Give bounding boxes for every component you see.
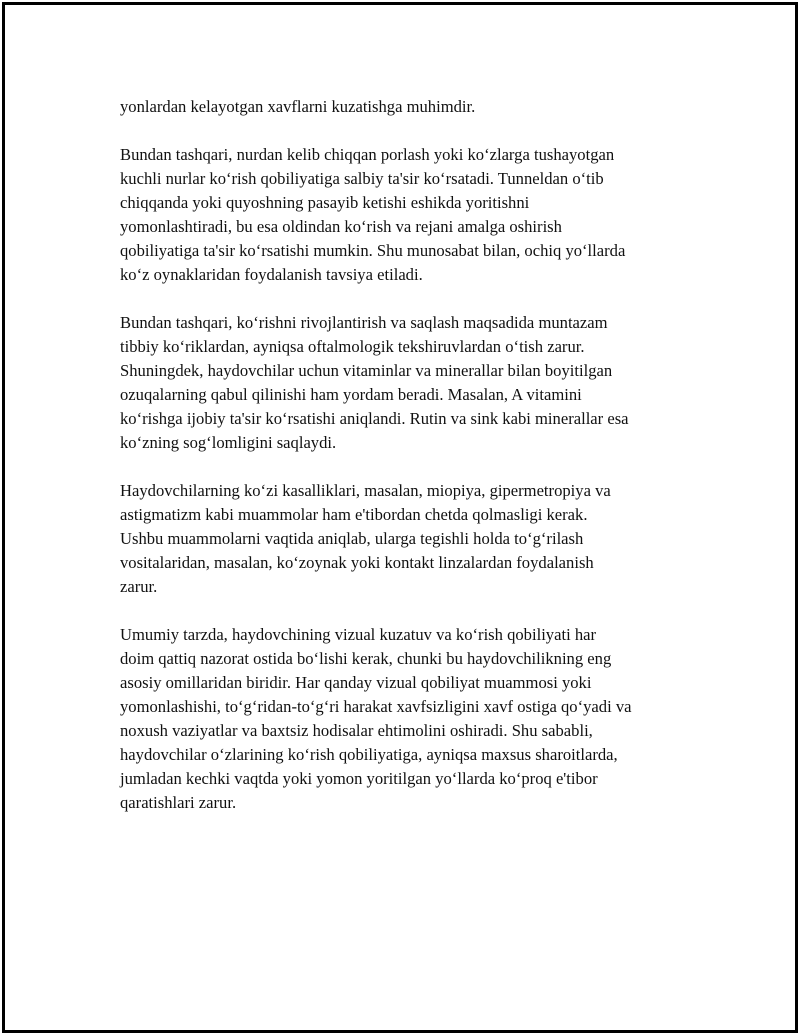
paragraph-4: Haydovchilarning ko‘zi kasalliklari, masalan, miopiya, gipermetropiya va astigmatizm kabi muammolar ham e'tibordan chetda qolmasligi kerak. Ushbu muammolarni vaqtida aniqlab, ularga tegishli holda to‘g‘rilash vositalaridan, masalan, ko‘zoynak yoki kontakt linzalardan foydalanish zarur.: [120, 481, 611, 596]
paragraph-5: Umumiy tarzda, haydovchining vizual kuzatuv va ko‘rish qobiliyati har doim qattiq nazorat ostida bo‘lishi kerak, chunki bu haydovchilikning eng asosiy omillaridan biridir. Har qanday vizual qobiliyat muammosi yoki yomonlashishi, to‘g‘ridan-to‘g‘ri harakat xavfsizligini xavf ostiga qo‘yadi va noxush vaziyatlar va baxtsiz hodisalar ehtimolini oshiradi. Shu sababli, haydovchilar o‘zlarining ko‘rish qobiliyatiga, ayniqsa maxsus sharoitlarda, jumladan kechki vaqtda yoki yomon yoritilgan yo‘llarda ko‘proq e'tibor qaratishlari zarur.: [120, 625, 632, 812]
paragraph-1: yonlardan kelayotgan xavflarni kuzatishga muhimdir.: [120, 97, 476, 116]
page-frame: [2, 2, 798, 1033]
document-body: [120, 95, 720, 839]
paragraph-3: Bundan tashqari, ko‘rishni rivojlantirish va saqlash maqsadida muntazam tibbiy ko‘riklardan, ayniqsa oftalmologik tekshiruvlardan o‘tish zarur. Shuningdek, haydovchilar uchun vitaminlar va minerallar bilan boyitilgan ozuqalarning qabul qilinishi ham yordam beradi. Masalan, A vitamini ko‘rishga ijobiy ta'sir ko‘rsatishi aniqlandi. Rutin va sink kabi minerallar esa ko‘zning sog‘lomligini saqlaydi.: [120, 313, 629, 452]
paragraph-2: Bundan tashqari, nurdan kelib chiqqan porlash yoki ko‘zlarga tushayotgan kuchli nurlar ko‘rish qobiliyatiga salbiy ta'sir ko‘rsatadi. Tunneldan o‘tib chiqqanda yoki quyoshning pasayib ketishi eshikda yoritishni yomonlashtiradi, bu esa oldindan ko‘rish va rejani amalga oshirish qobiliyatiga ta'sir ko‘rsatishi mumkin. Shu munosabat bilan, ochiq yo‘llarda ko‘z oynaklaridan foydalanish tavsiya etiladi.: [120, 145, 626, 284]
